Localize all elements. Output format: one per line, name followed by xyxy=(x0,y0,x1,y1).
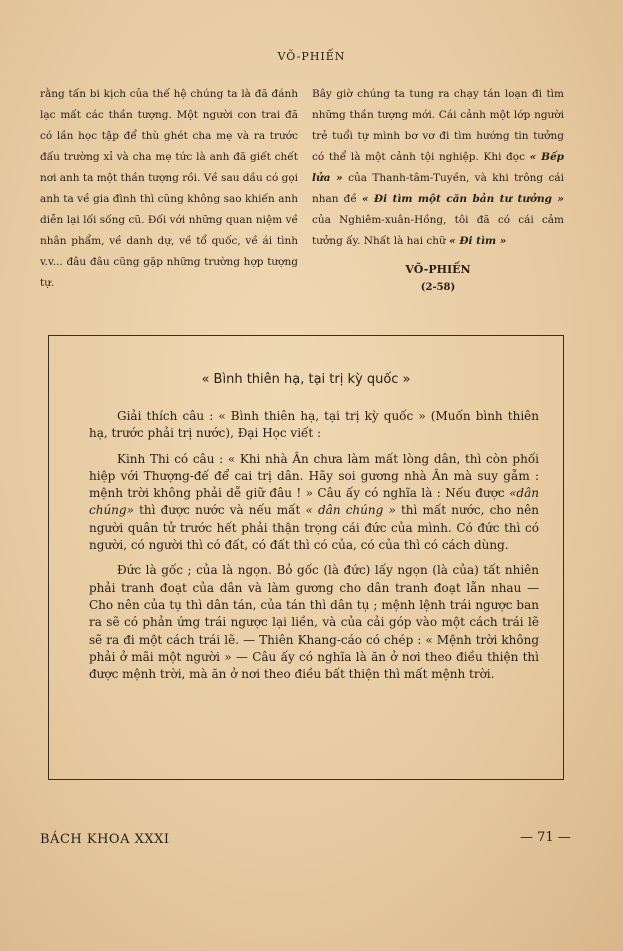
boxed-article-body xyxy=(89,408,539,691)
running-head: VÕ-PHIẾN xyxy=(277,50,346,63)
author-signature: VÕ-PHIẾN xyxy=(405,263,471,276)
right-text-mid1: của Thanh-tâm-Tuyền, và khi trông cái nhan đề xyxy=(312,172,564,205)
article-paragraph-1: Giải thích câu : « Bình thiên hạ, tại trị kỳ quốc » (Muốn bình thiên hạ, trước phải trị nước), Đại Học viết : xyxy=(89,409,539,441)
publication-name: BÁCH KHOA XXXI xyxy=(40,832,170,847)
right-column xyxy=(312,84,564,296)
p2-text-c: thì mất nước, cho nên người quân tử trước hết phải thận trọng cái đức của mình. Có đức thì có người, có người thì có đất, có đất thì có của, có của thì có cách dùng. xyxy=(89,503,539,553)
right-text-mid2: của Nghiêm-xuân-Hồng, tôi đã có cái cảm tưởng ấy. Nhất là hai chữ xyxy=(312,214,564,247)
p2-text-a: Kinh Thi có câu : « Khi nhà Ân chưa làm mất lòng dân, thì còn phối hiệp với Thượng-đế để cai trị dân. Hãy soi gương nhà Ân mà suy gẫm : mệnh trời không phải dễ giữ đâu ! » Câu ấy có nghĩa là : Nếu được xyxy=(89,451,539,501)
quote-bep-lua: « Bếp lửa » xyxy=(312,151,564,184)
quote-di-tim: « Đi tìm » xyxy=(449,235,507,247)
left-column-text: rằng tấn bi kịch của thế hệ chúng ta là đã đánh lạc mất các thần tượng. Một người con trai đã có lần học tập để thù ghét cha mẹ và ra trước đấu trường xỉ và cha mẹ tức là anh đã giết chết nơi anh ta một thần tượng rồi. Về sau dầu có gọi anh ta về gia đình thì cũng không sao khiến anh diễn lại lối sống cũ. Đối với những quan niệm về nhân phẩm, về danh dự, về tổ quốc, về ái tình v.v... đâu đâu cũng gặp những trường hợp tượng tự. xyxy=(40,88,298,289)
right-column-paragraph xyxy=(312,84,564,252)
left-column xyxy=(40,84,298,294)
quote-di-tim-can-ban: « Đi tìm một căn bản tư tưởng » xyxy=(361,193,564,205)
right-text-before: Bây giờ chúng ta tung ra chạy tán loạn đi tìm những thần tượng mới. Cái cảnh một lớp người trẻ tuổi tự mình bơ vơ đi tìm hướng tin tưởng có thể là một cảnh tội nghiệp. Khi đọc xyxy=(312,88,564,163)
boxed-article-title: « Bình thiên hạ, tại trị kỳ quốc » xyxy=(201,372,411,387)
p2-text-b: thì được nước và nếu mất xyxy=(139,503,301,518)
article-paragraph-2 xyxy=(89,451,539,555)
p2-emphasis-2: « dân chúng » xyxy=(305,503,396,518)
p2-emphasis-1: «dân chúng» xyxy=(89,486,539,518)
boxed-article xyxy=(48,335,564,780)
signature-date: (2-58) xyxy=(420,282,456,293)
page-number: — 71 — xyxy=(520,830,571,845)
article-paragraph-3: Đức là gốc ; của là ngọn. Bỏ gốc (là đức) lấy ngọn (là của) tất nhiên phải tranh đoạt của dân và làm gương cho dân tranh đoạt lẫn nhau — Cho nên của tụ thì dân tán, của tán thì dân tụ ; mệnh lệnh trái ngược ban ra sẽ có phản ứng trái ngược lại liền, và của cải góp vào một cách trái lẽ sẽ ra đi một cách trái lẽ. — Thiên Khang-cáo có chép : « Mệnh trời không phải ở mãi một người » — Câu ấy có nghĩa là ăn ở nơi theo điều thiện thì được mệnh trời, mà ăn ở nơi theo điều bất thiện thì mất mệnh trời. xyxy=(89,563,539,682)
